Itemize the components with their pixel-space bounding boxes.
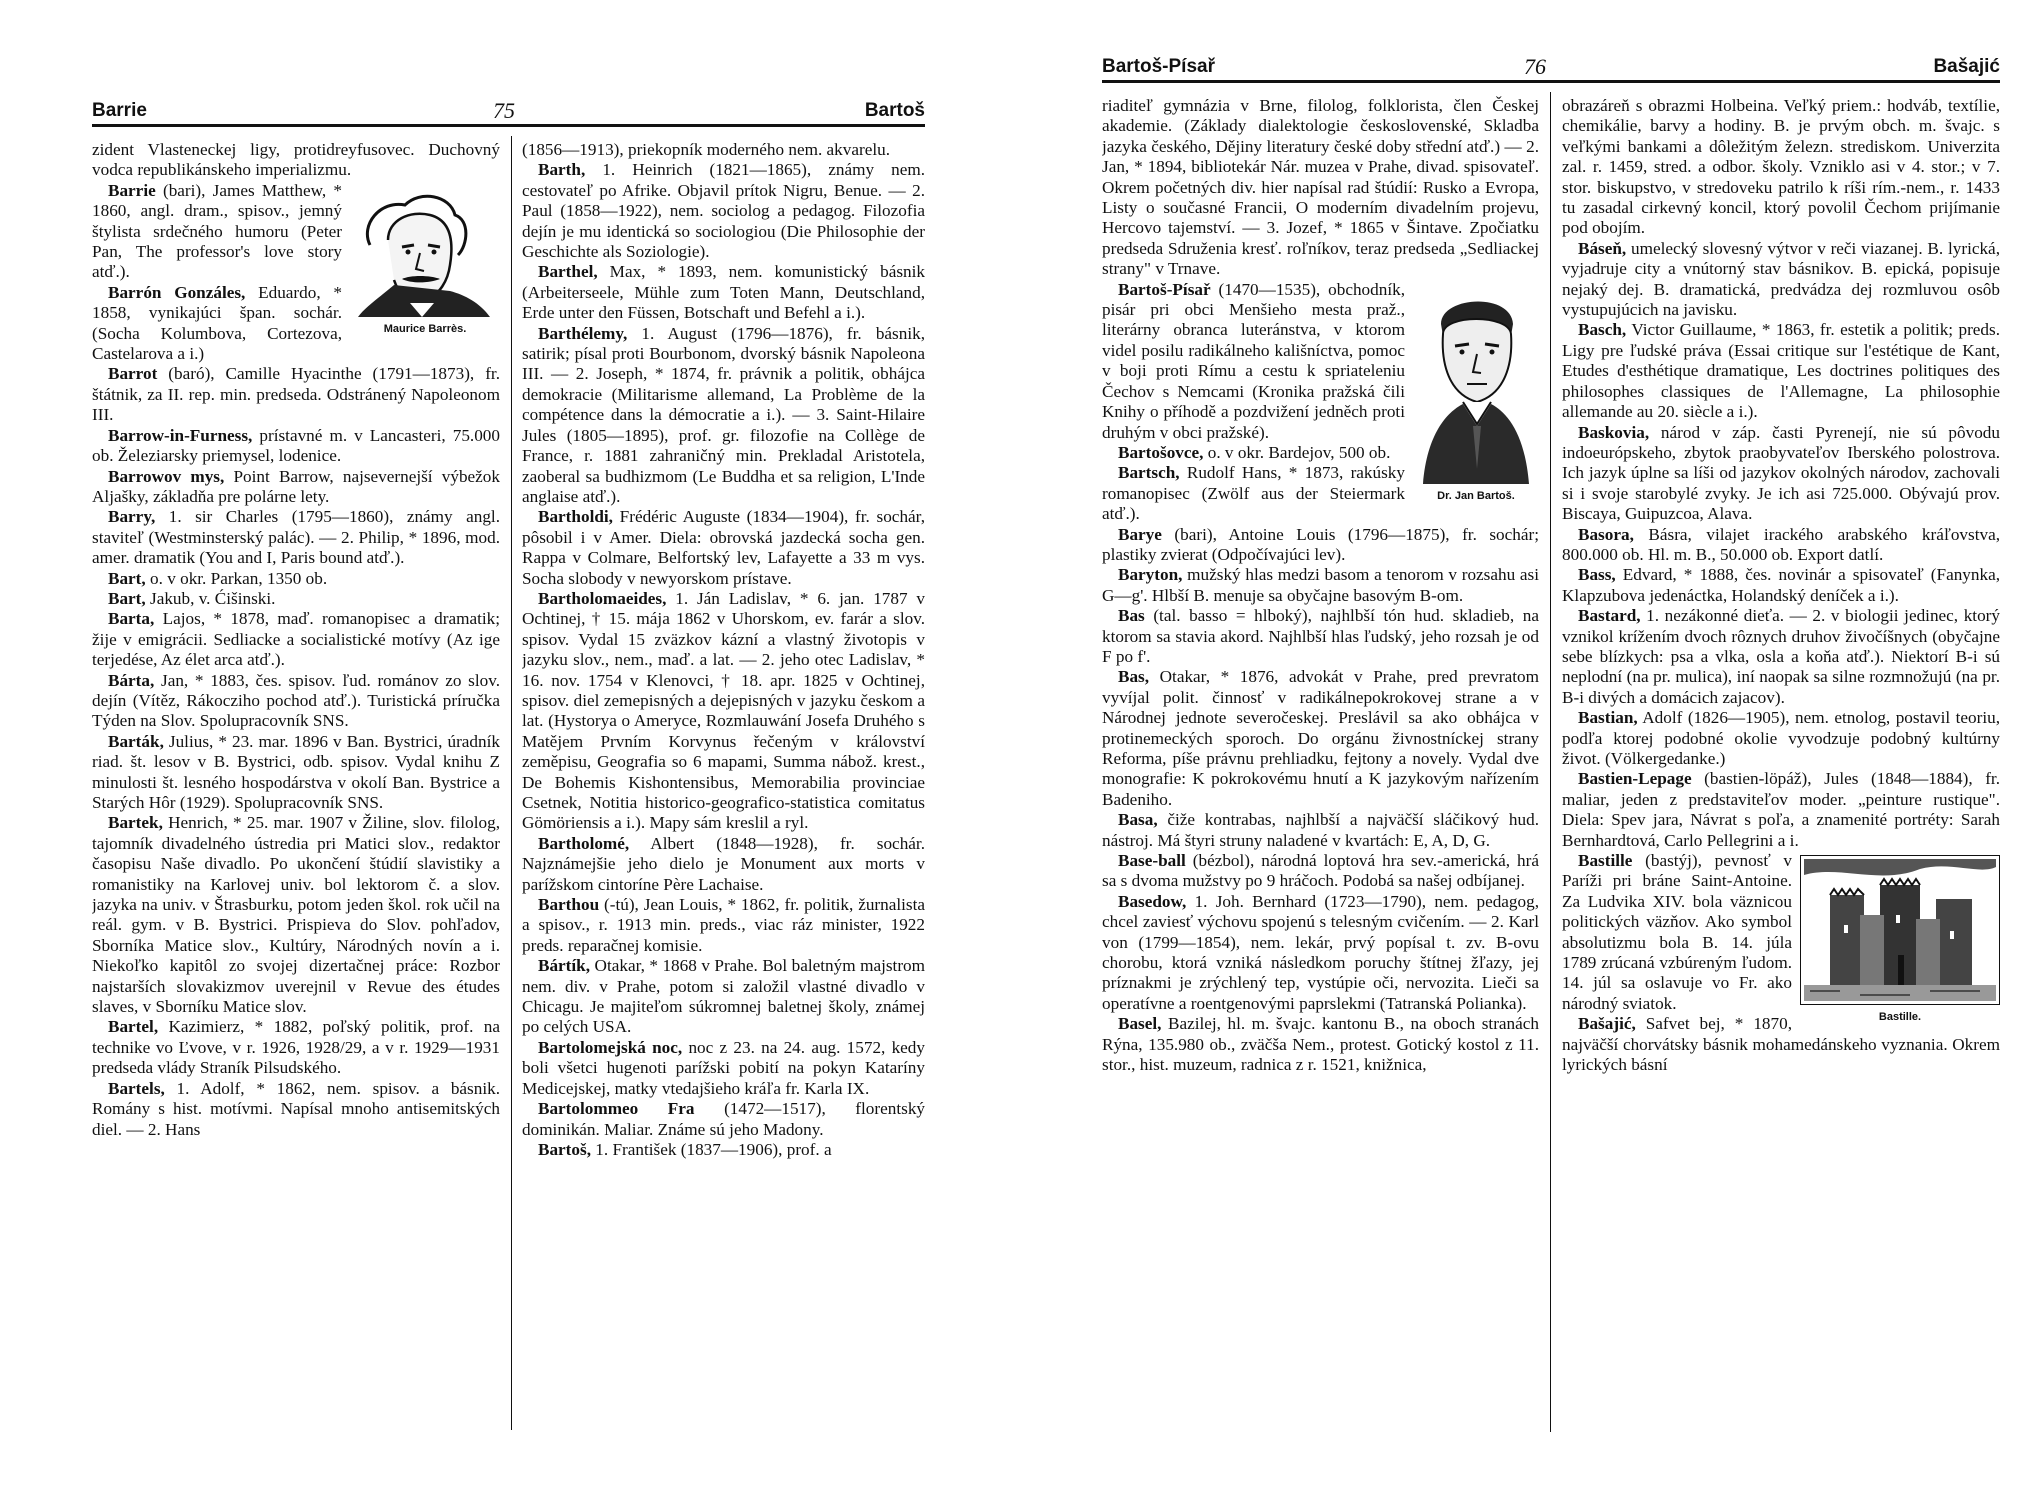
right-header-rule [1102,80,2000,83]
entry-text: noc z 23. na 24. aug. 1572, kedy boli všetci hugenoti parížski pobití na pokyn Kataríny Medicejskej, matky vtedajšieho kráľa fr. Karla IX. [522,1037,925,1098]
entry [522,140,925,160]
entry-text: Point Barrow, najsevernejší výbežok Aljašky, základňa pre polárne lety. [92,466,500,506]
entry-text: mužský hlas medzi basom a tenorom v rozsahu asi G—g'. Hlbší B. menuje sa obyčajne basovým B-om. [1102,565,1539,605]
entry-text: riaditeľ gymnázia v Brne, filolog, folklorista, člen Českej akademie. (Základy dialektologie československé, Skladba jazyka českého, Dějiny literatury české doby střední atď.) — 2. Jan, * 1894, bibliotekár Nár. muzea v Prahe, divad. spisovateľ. Okrem početných div. hier napísal rad štúdií: Rusko a Evropa, Listy o současné Francii, O moderním divadelním projevu, Hercovo tajemství. — 3. Jozef, * 1865 v Šintave. Zpočiatku predseda Sdruženia kresť. roľníkov, teraz predseda „Sedliackej strany" v Trnave. [1102,96,1539,279]
bastille-caption: Bastille. [1878,1011,1922,1024]
entry [92,140,500,181]
entry-text: Lajos, * 1878, maď. romanopisec a dramatik; žije v emigrácii. Sedliacke a socialistické motívy (Az ige terjedése, Az élet arca atď.). [92,609,500,670]
entry-text: Eduardo, * 1858, vynikajúci špan. sochár. (Socha Kolumbova, Cortezova, Castelarova a i.) [92,282,342,364]
entry [1562,423,2000,525]
entry [1562,565,2000,606]
entry-headword: Bastien-Lepage [1578,769,1692,789]
entry-text: (1856—1913), priekopník moderného nem. akvarelu. [522,140,891,159]
entry [92,467,500,508]
entry-text: Otakar, * 1868 v Prahe. Bol baletným majstrom nem. div. v Prahe, potom si založil vlastné divadlo v Chicagu. Je majiteľom súkromnej baletnej školy, známej po celých USA. [522,956,925,1037]
entry-text: Victor Guillaume, * 1863, fr. estetik a politik; preds. Ligy pre ľudské práva (Essai critique sur l'estétique de Kant, Etudes d'esthétique dramatique, Les doctrines politiques des philosophes classiques de l'Allemagne, La philosophie allemande au 20. siècle a i.). [1562,320,2000,422]
entry [92,732,500,814]
entry [1562,525,2000,566]
entry-text: 1. Adolf, * 1862, nem. spisov. a básnik. Romány s hist. motívmi. Napísal mnoho antisemitských diel. — 2. Hans [92,1078,500,1139]
right-page [1019,0,2038,1500]
entry-headword: Barrie [108,180,156,200]
entry-text: (bari), James Matthew, * 1860, angl. dram., spisov., jemný štylista srdečného humoru (Peter Pan, The professor's love story atď.). [92,180,342,282]
entry-headword: Bartholdi, [538,507,613,527]
entry [1102,810,1539,851]
entry-text: Básra, vilajet irackého arabského kráľovstva, 800.000 ob. Hl. m. B., 50.000 ob. Export datlí. [1562,524,2000,564]
entry-headword: Barrowov mys, [108,466,225,486]
entry-text: (tal. basso = hlboký), najhlbší tón hud. skladieb, na ktorom sa stavia akord. Najhlbší hlas ľudský, jeho rozsah je od F po f'. [1102,606,1539,666]
entry-text: (1472—1517), florentský dominikán. Maliar. Známe sú jeho Madony. [522,1099,925,1139]
left-header-last-entry: Bartoš [864,100,925,121]
entry [1102,96,1539,280]
entry-text: Bazilej, hl. m. švajc. kantonu B., na oboch stranách Rýna, 135.980 ob., zväčša Nem., protest. Gotický kostol z 11. stor., hist. muzeum, radnica z r. 1521, knižnica, [1102,1014,1539,1075]
entry-text: 1. Ján Ladislav, * 6. jan. 1787 v Ochtinej, † 15. mája 1862 v Uhorskom, ev. farár a slov. spisov. Vydal 15 zväzkov kázní a vlastný životopis v jazyku slov., nem., maď. a lat. — 2. jeho otec Ladislav, * 16. nov. 1754 v Klenovci, † 18. apr. 1825 v Ochtinej, spisov. diel zemepisných a dejepisných v jazyku českom a lat. (Hystorya o Ameryce, Rozmlauwání Josefa Druhého s Matějem Prvním Korvynus řečeným v království zeměpisu, Geografia so 6 mapami, Summa nábož. krest., De Bohemis Kishontensibus, Memorabilia provinciae Csetnek, Notitia historico-geografico-statistica comitatus Gömöriensis a i.). Mapy sám kreslil a ryl. [522,588,925,833]
right-header-last-entry: Bašajić [1933,56,2000,77]
entry [92,507,500,568]
entry [522,895,925,956]
right-column-divider [1550,92,1551,1432]
entry [522,589,925,834]
entry [92,671,500,732]
entry-headword: Barthélemy, [538,323,628,343]
entry [522,160,925,262]
entry-text: Safvet bej, * 1870, najväčší chorvátsky básnik mohamedánskeho vyznania. Okrem lyrických básní [1562,1014,2000,1075]
left-column-divider [511,136,512,1430]
right-column-1 [1102,96,1539,1432]
entry-headword: Bas, [1118,667,1150,687]
entry-text: Julius, * 23. mar. 1896 v Ban. Bystrici, úradník riad. št. lesov v B. Bystrici, odb. spisov. Vydal knihu Z minulosti št. lesného hospodárstva v okolí Ban. Bystrice a Starých Hôr (1929). Spolupracovník SNS. [92,731,500,812]
entry [92,589,500,609]
entry-headword: Base-ball [1118,851,1186,871]
entry-headword: Baskovia, [1578,422,1650,442]
entry-text: Rudolf Hans, * 1873, rakúsky romanopisec (Zwölf aus der Steiermark atď.). [1102,463,1405,524]
entry-headword: Bartholomaeides, [538,588,667,608]
entry-text: (bari), Antoine Louis (1796—1875), fr. sochár; plastiky zvierat (Odpočívajúci lev). [1102,524,1539,564]
entry [92,569,500,589]
entry-headword: Bastille [1578,851,1633,871]
entry-text: 1. Joh. Bernhard (1723—1790), nem. pedagog, chcel zaviesť výchovu spojenú s telesným cvičením. — 2. Karl von (1799—1854), nem. lekár, prvý popísal t. zv. B-ovu chorobu, ktorá vzniká následkom poruchy štítnej žľazy, jej príznakmi je zrýchlený tep, vystúpie oči, nervozita. Lieči sa operatívne a roentgenovými paprslekmi (Tatranská Polianka). [1102,891,1539,1013]
entry [522,1038,925,1099]
left-column-2 [522,140,925,1430]
left-header-entry: Barrie [92,100,147,121]
entry-headword: Basch, [1578,320,1627,340]
right-page-number: 76 [1524,54,1546,79]
entry-text: 1. sir Charles (1795—1860), známy angl. staviteľ (Westminsterský palác). — 2. Philip, * 1896, mod. amer. dramatik (You and I, Paris bound atď.). [92,507,500,568]
entry [1102,565,1539,606]
entry-headword: Bartels, [108,1078,165,1098]
entry [522,834,925,895]
entry [92,609,500,670]
entry [1562,769,2000,851]
left-header-rule [92,124,925,127]
entry-text: (1470—1535), obchodník, pisár pri obci Menšieho mesta praž., literárny obranca luteránstva, v ktorom videl posilu radikálneho kališníctva, pomoc v boji proti Rímu a cestu k spriateleniu Čechov s Nemcami (Kronika pražská čili Knihy o příhodě a pozdvižení jedněch proti druhým v obci pražské). [1102,279,1405,442]
entry-text: čiže kontrabas, najhlbší a najväčší sláčikový hud. nástroj. Má štyri struny naladené v kvartách: E, A, D, G. [1102,810,1539,850]
portrait-figure-bartos [1413,284,1539,506]
entry-text: Edvard, * 1888, čes. novinár a spisovateľ (Fanynka, Klapzubova jedenáctka, Holandský deníček a i.). [1562,565,2000,605]
entry-text: Jan, * 1883, čes. spisov. ľud. románov zo slov. dejín (Vítěz, Rákocziho pochod atď.). Turistická príručka Týden na Slov. Spolupracovník SNS. [92,670,500,731]
entry-text: (baró), Camille Hyacinthe (1791—1873), fr. štátnik, za II. rep. min. predseda. Odstránený Napoleonom III. [92,364,500,425]
entry-text: Henrich, * 25. mar. 1907 v Žiline, slov. filolog, tajomník divadelného ústredia pri Matici slov., redaktor časopisu Naše divadlo. Po ukončení štúdií slavistiky a romanistiky na Karlovej univ. bol lektorom č. a slov. jazyka na univ. v Štrasburku, potom jeden škol. rok učil na reál. gym. v B. Bystrici. Prispieva do Slov. pohľadov, Sborníka Matice slov., Kultúry, Národných novín a i. Niekoľko kapitôl zo svojej dizertačnej práce: Rozbor najstarších slovakizmov uverejnil v Revue des études slaves, v Sborníku Matice slov. [92,813,500,1017]
entry [92,813,500,1017]
entry-headword: Bas [1118,606,1145,626]
portrait-barres-caption: Maurice Barrès. [383,322,467,335]
right-column-2 [1562,96,2000,1432]
entry-headword: Basedow, [1118,891,1187,911]
entry-text: obrazáreň s obrazmi Holbeina. Veľký priem.: hodváb, textílie, chemikálie, barvy a hodiny. B. je prvým obch. m. švajc. s veľkými bankami a dôležitým železn. strediskom. Univerzita zal. r. 1459, stred. a odbor. školy. Vzniklo asi v 4. stor.; v 7. stor. biskupstvo, v stredoveku patrilo k ríši rím.-nem., r. 1433 tu zasadal cirkevný koncil, ktorý povolil Čechom prijímanie pod obojím. [1562,96,2000,238]
entry [92,426,500,467]
entry-headword: Barthel, [538,262,598,282]
entry-headword: Barrón Gonzáles, [108,282,246,302]
entry-text: Max, * 1893, nem. komunistický básnik (Arbeiterseele, Mühle zum Toten Mann, Deutschland, Erde unter den Füssen, Botschaft und Befehl a i.). [522,262,925,323]
entry-text: (bastýj), pevnosť v Paríži pri bráne Saint-Antoine. Za Ludvika XIV. bola väznicou politických väzňov. Ako symbol absolutizmu bola B. 14. júla 1789 zrúcaná vzbúreným ľudom. 14. júl sa oslavuje vo Fr. ako národný sviatok. [1562,851,1792,1013]
entry-headword: Barrot [108,364,158,384]
entry [1102,525,1539,566]
left-page-number: 75 [493,98,515,123]
entry-headword: Basel, [1118,1014,1162,1034]
entry-headword: Bastian, [1578,708,1638,728]
bastille-figure [1800,855,2000,1027]
portrait-bartos-image [1413,284,1539,484]
entry [1102,851,1539,892]
entry-text: zident Vlasteneckej ligy, protidreyfusovec. Duchovný vodca republikánskeho imperializmu. [92,140,500,180]
entry-text: prístavné m. v Lancasteri, 75.000 ob. Železiarsky priemysel, lodenice. [92,425,500,466]
entry-headword: Bartek, [108,813,163,833]
entry-text: Kazimierz, * 1882, poľský politik, prof. na technike vo Ľvove, v r. 1926, 1928/29, a v r. 1929—1931 predseda vlády Straník Pilsudského. [92,1017,500,1078]
entry-headword: Barthou [538,895,600,915]
entry-headword: Bartoš-Písař [1118,279,1211,299]
entry-headword: Bart, [108,568,146,588]
portrait-bartos-caption: Dr. Jan Bartoš. [1437,489,1515,502]
left-column-1 [92,140,500,1430]
entry [1102,606,1539,667]
bastille-image [1800,855,2000,1005]
entry-text: Adolf (1826—1905), nem. etnolog, postavil teoriu, podľa ktorej podobné okolie vyvodzuje podobný kultúrny život. (Völkergedanke.) [1562,708,2000,768]
entry [1562,96,2000,239]
entry-headword: Basa, [1118,810,1158,830]
entry-headword: Bartholomé, [538,833,630,853]
entry-text: Otakar, * 1876, advokát v Prahe, pred prevratom vyvíjal polit. činnosť v radikálnepokrokovej strane a v Národnej jednote severočeskej. Preslávil sa ako obhájca v protinemeckých sporoch. Do orgánu živnostníckej strany Reforma, píše právnu prehliadku, fejtony a novely. Vydal dve monografie: K pokrokovému hnutí a K jazykovým nařízením Badeniho. [1102,667,1539,809]
entry [522,324,925,508]
entry-text: Jakub, v. Ćišinski. [145,588,276,608]
entry [522,262,925,323]
entry-headword: Bastard, [1578,606,1641,626]
entry [1562,606,2000,708]
entry-text: (-tú), Jean Louis, * 1862, fr. politik, žurnalista a spisov., r. 1913 min. preds., viac ráz minister, 1922 preds. reparačnej komisie. [522,895,925,955]
entry-headword: Barrow-in-Furness, [108,425,253,445]
entry-headword: Bartsch, [1118,463,1180,483]
entry-headword: Barye [1118,524,1162,544]
entry [1562,708,2000,769]
entry [92,364,500,425]
entry-text: 1. nezákonné dieťa. — 2. v biologii jedinec, ktorý vznikol krížením dvoch rôznych druhov živočíšnych (obyčajne sebe blízkych: psa a vlka, osla a koňa atď.). Niektorí B-i sú neplodní (na pr. mulica), iní naopak sa silne rozmnožujú (na pr. B-i divých a domácich zajacov). [1562,606,2000,707]
entry-headword: Bártík, [538,956,591,976]
entry-headword: Bart, [108,588,146,608]
entry-text: (bézbol), národná loptová hra sev.-americká, hrá sa s dvoma mužstvy po 9 hráčoch. Podobá sa našej odbíjanej. [1102,851,1539,891]
entry-text: Frédéric Auguste (1834—1904), fr. sochár, pôsobil i v Amer. Diela: obrovská jazdecká socha gen. Rappa v Colmare, Belfortský lev, Lafayette a 33 m vys. Socha slobody v newyorskom prístave. [522,507,925,588]
entry-headword: Bartel, [108,1017,159,1037]
entry-headword: Basora, [1578,524,1634,544]
entry-headword: Baryton, [1118,565,1183,585]
portrait-barres-image [350,185,500,317]
entry-text: národ v záp. časti Pyrenejí, nie sú pôvodu indoeurópskeho, zbytok praobyvateľov Iberského polostrova. Ich jazyk úplne sa líši od jazykov okolných národov, zachovali si i svoje starobylé zvyky. Je ich asi 725.000. Obývajú prov. Biscaya, Guipuzcoa, Alava. [1562,422,2000,524]
entry-text: Albert (1848—1928), fr. sochár. Najznámejšie jeho dielo je Monument aux morts v parížskom cintoríne Père Lachaise. [522,833,925,894]
entry-text: o. v okr. Bardejov, 500 ob. [1203,442,1391,462]
entry-text: 1. Heinrich (1821—1865), známy nem. cestovateľ po Afrike. Objavil prítok Nigru, Benue. — 2. Paul (1858—1922), nem. sociolog a pedagog. Filozofia dejín je mu identická so sociologiou (Die Philosophie der Geschichte als Soziologie). [522,160,925,262]
entry [522,1140,925,1160]
entry [92,1079,500,1140]
entry-headword: Bašajić, [1578,1014,1636,1034]
entry-headword: Báseň, [1578,238,1627,258]
entry [92,1017,500,1078]
entry [522,507,925,589]
entry [1562,320,2000,422]
entry [522,1099,925,1140]
entry [522,956,925,1038]
entry-headword: Bartošovce, [1118,442,1204,462]
entry-headword: Bartolommeo Fra [538,1099,695,1119]
entry-headword: Barry, [108,507,156,527]
entry-text: umelecký slovesný výtvor v reči viazanej. B. lyrická, vyjadruje city a vnútorný stav básnikov. B. epická, popisuje nejaký dej. B. dramatická, predvádza dej rozmluvou osôb vystupujúcich na javisku. [1562,238,2000,320]
portrait-figure-barres [350,185,500,339]
entry [1102,1014,1539,1075]
entry-text: 1. František (1837—1906), prof. a [591,1139,832,1159]
entry-headword: Bass, [1578,565,1616,585]
entry-headword: Barta, [108,609,155,629]
entry-headword: Barták, [108,731,164,751]
entry-headword: Bartoš, [538,1139,591,1159]
entry-headword: Bárta, [108,670,155,690]
entry [1102,667,1539,810]
entry-text: 1. August (1796—1876), fr. básnik, satirik; písal proti Bourbonom, dvorský básnik Napoleona III. — 2. Joseph, * 1874, fr. právnik a politik, obhájca demokracie (Militarisme allemand, La Problème de la compétence dans la démocratie a i.). — 3. Saint-Hilaire Jules (1805—1895), prof. gr. filozofie na Collège de France, r. 1881 zahraničný min. Prekladal Aristotela, zaoberal sa budhizmom (Le Buddha et sa religion, L'Inde anglaise atď.). [522,323,925,506]
entry-text: (bastien-löpáž), Jules (1848—1884), fr. maliar, jeden z predstaviteľov moder. „peinture rustique". Diela: Spev jara, Návrat s poľa, a znamenité portréty: Sarah Bernhardtová, Carlo Pellegrini a i. [1562,769,2000,850]
entry-headword: Bartolomejská noc, [538,1037,683,1057]
entry-headword: Barth, [538,160,586,180]
entry-text: o. v okr. Parkan, 1350 ob. [145,568,328,588]
entry [1562,239,2000,321]
right-header-entry: Bartoš-Písař [1102,56,1215,77]
entry [1102,892,1539,1014]
